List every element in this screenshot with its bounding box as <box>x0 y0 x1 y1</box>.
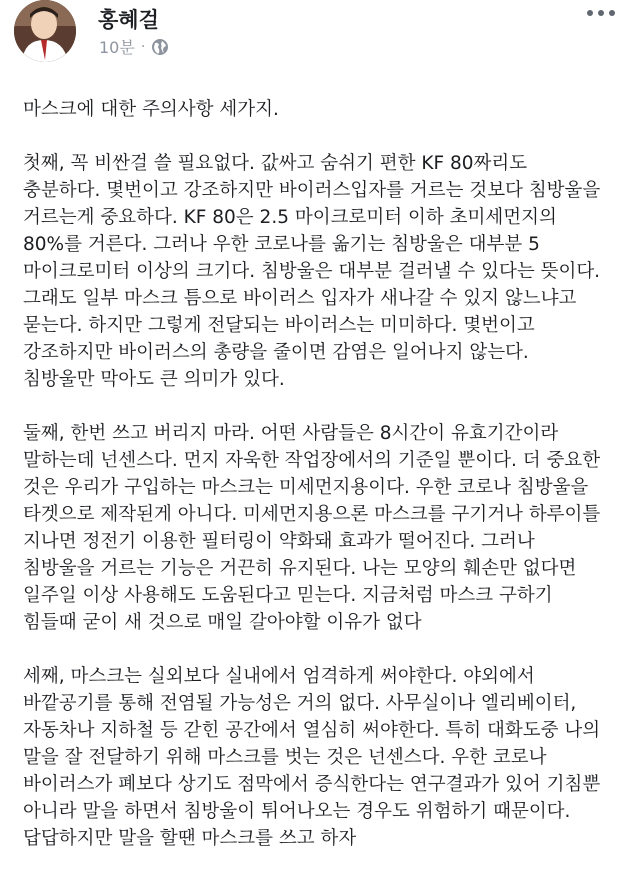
avatar[interactable] <box>14 0 76 62</box>
more-options-button[interactable] <box>587 10 615 16</box>
avatar-image <box>14 0 76 62</box>
post-time[interactable]: 10분 <box>99 38 135 57</box>
post-paragraph: 첫째, 꼭 비싼걸 쓸 필요없다. 값싸고 숨쉬기 편한 KF 80짜리도 충분하다. 몇번이고 강조하지만 바이러스입자를 거르는 것보다 침방울을 거르는게 중요하다. KF 80은 2.5 마이크로미터 이하 초미세먼지의 80%를 거른다. 그러나 우한 코로나를 옮기는 침방울은 대부분 5 마이크로미터 이상의 크기다. 침방울은 대부분 걸러낼 수 있다는 뜻이다. 그래도 일부 마스크 틈으로 바이러스 입자가 새나갈 수 있지 않느냐고 묻는다. 하지만 그렇게 전달되는 바이러스는 미미하다. 몇번이고 강조하지만 바이러스의 총량을 줄이면 감염은 일어나지 않는다. 침방울만 막아도 큰 의미가 있다. <box>23 153 601 390</box>
meta-separator: · <box>140 38 146 55</box>
more-horizontal-icon <box>587 10 593 16</box>
author-name[interactable]: 홍혜걸 <box>98 8 159 32</box>
post-body <box>23 96 628 879</box>
post-meta <box>99 35 169 58</box>
post-paragraph: 둘째, 한번 쓰고 버리지 마라. 어떤 사람들은 8시간이 유효기간이라 말하는데 넌센스다. 먼지 자욱한 작업장에서의 기준일 뿐이다. 더 중요한 것은 우리가 구입하는 마스크는 미세먼지용이다. 우한 코로나 침방울을 타겟으로 제작된게 아니다. 미세먼지용으론 마스크를 구기거나 하루이틀 지나면 정전기 이용한 필터링이 약화돼 효과가 떨어진다. 그러나 침방울을 거르는 기능은 거끈히 유지된다. 나는 모양의 훼손만 없다면 일주일 이상 사용해도 도움된다고 믿는다. 지금처럼 마스크 구하기 힘들때 굳이 새 것으로 매일 갈아야할 이유가 없다 <box>23 423 601 633</box>
post-title: 마스크에 대한 주의사항 세가지. <box>23 99 279 120</box>
post-paragraph: 세째, 마스크는 실외보다 실내에서 엄격하게 써야한다. 야외에서 바깥공기를 통해 전염될 가능성은 거의 없다. 사무실이나 엘리베이터, 자동차나 지하철 등 갇힌 공간에서 열심히 써야한다. 특히 대화도중 나의 말을 잘 전달하기 위해 마스크를 벗는 것은 넌센스다. 우한 코로나 바이러스가 폐보다 상기도 점막에서 증식한다는 연구결과가 있어 기침뿐 아니라 말을 하면서 침방울이 튀어나오는 경우도 위험하기 때문이다. 답답하지만 말을 할땐 마스크를 쓰고 하자 <box>23 666 601 849</box>
globe-icon <box>151 38 169 56</box>
post-header <box>0 0 635 84</box>
